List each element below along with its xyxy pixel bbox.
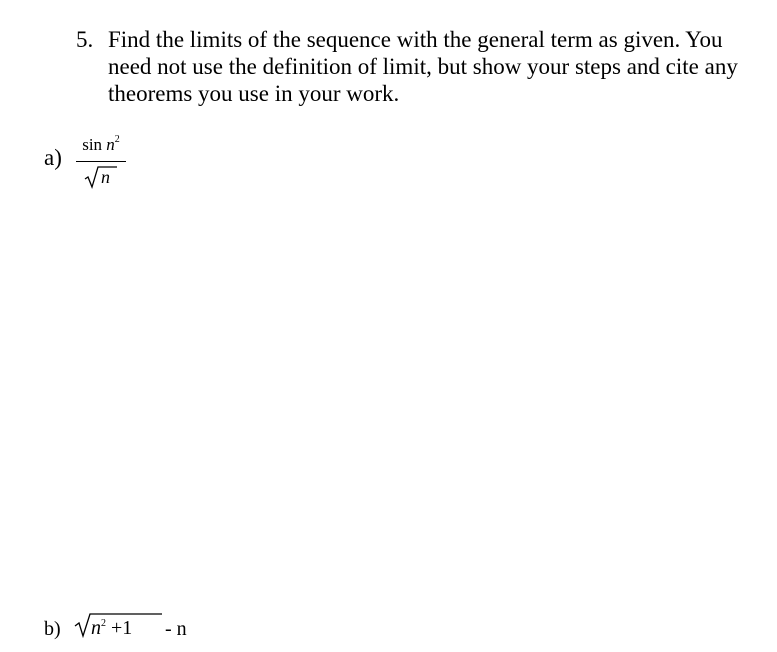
part-a-sin: sin — [82, 135, 103, 154]
part-b-label: b) — [44, 618, 61, 640]
part-b-radicand-rest: +1 — [111, 617, 133, 639]
part-a-denominator-var: n — [101, 167, 110, 187]
part-b-radicand-var: n — [91, 617, 101, 639]
part-b-radicand — [91, 617, 132, 640]
part-b-expression — [74, 608, 204, 642]
part-a-denominator — [84, 164, 118, 190]
part-a-numerator — [76, 134, 126, 155]
part-a-numerator-exp: 2 — [114, 134, 120, 145]
fraction-bar — [76, 161, 126, 162]
problem-number: 5. — [76, 27, 94, 52]
part-b-radicand-exp: 2 — [101, 618, 106, 629]
problem-statement — [76, 26, 756, 107]
part-a-label: a) — [44, 145, 62, 170]
part-b-tail: - n — [165, 618, 187, 640]
part-a-numerator-var: n — [106, 135, 115, 154]
problem-text: Find the limits of the sequence with the general term as given. You need not use the definition of limit, but show your steps and cite any theorems you use in your work. — [108, 27, 738, 106]
